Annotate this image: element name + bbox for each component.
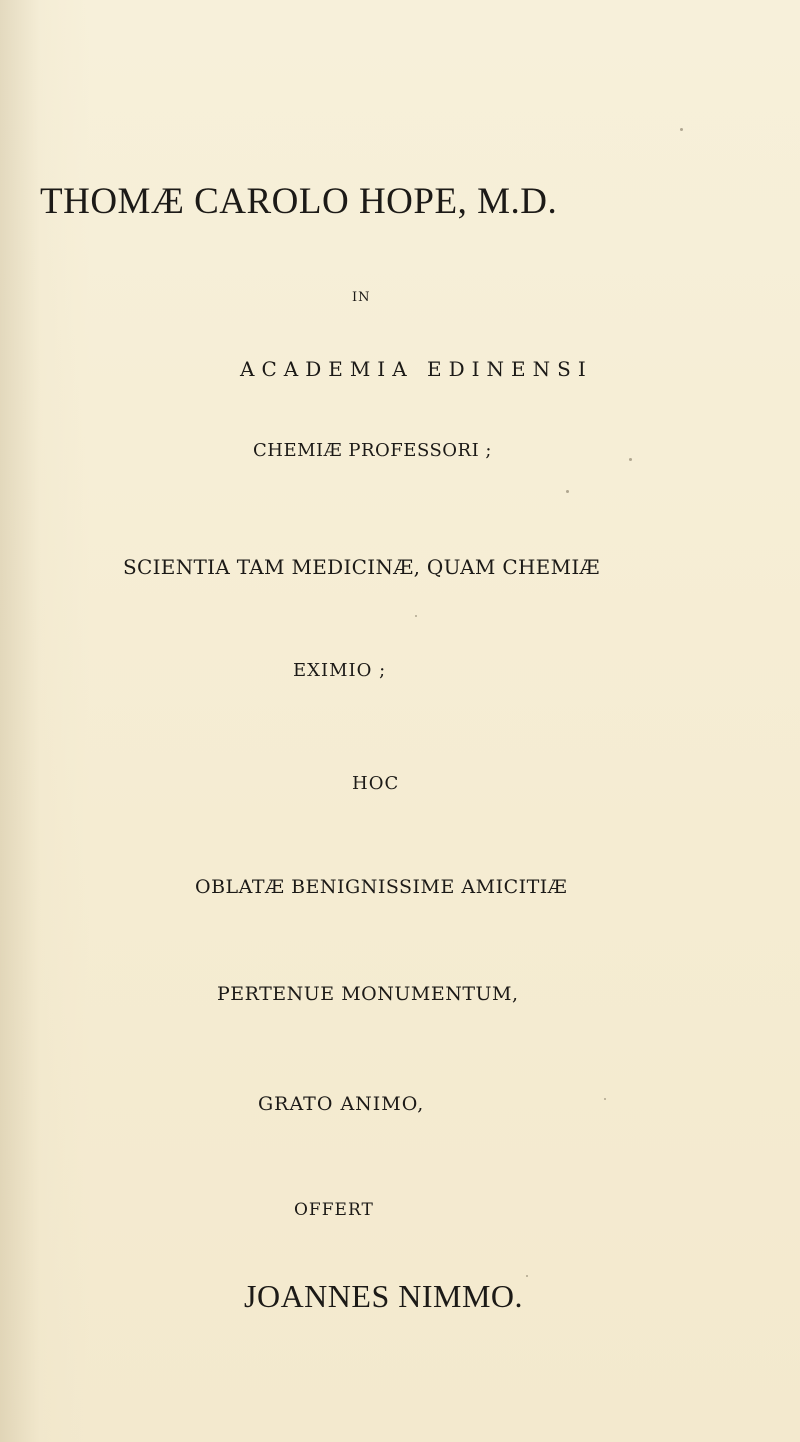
paper-speck [680, 128, 683, 131]
author-name: JOANNES NIMMO. [244, 1278, 524, 1314]
professor-line: CHEMIÆ PROFESSORI ; [253, 440, 492, 461]
paper-speck [415, 615, 417, 617]
scientia-line: SCIENTIA TAM MEDICINÆ, QUAM CHEMIÆ [123, 555, 600, 579]
academia-line: ACADEMIA EDINENSI [240, 357, 593, 381]
in-line: IN [352, 290, 371, 305]
paper-speck [604, 1098, 606, 1100]
offert-line: OFFERT [294, 1200, 374, 1220]
hoc-line: HOC [352, 773, 400, 794]
dedicatee-name: THOMÆ CAROLO HOPE, M.D. [40, 181, 558, 222]
paper-speck [566, 490, 569, 493]
monumentum-line: PERTENUE MONUMENTUM, [217, 983, 519, 1005]
paper-speck [526, 1275, 528, 1277]
eximio-line: EXIMIO ; [293, 660, 387, 681]
grato-animo-line: GRATO ANIMO, [258, 1093, 425, 1115]
oblatae-line: OBLATÆ BENIGNISSIME AMICITIÆ [195, 876, 568, 898]
paper-speck [629, 458, 632, 461]
